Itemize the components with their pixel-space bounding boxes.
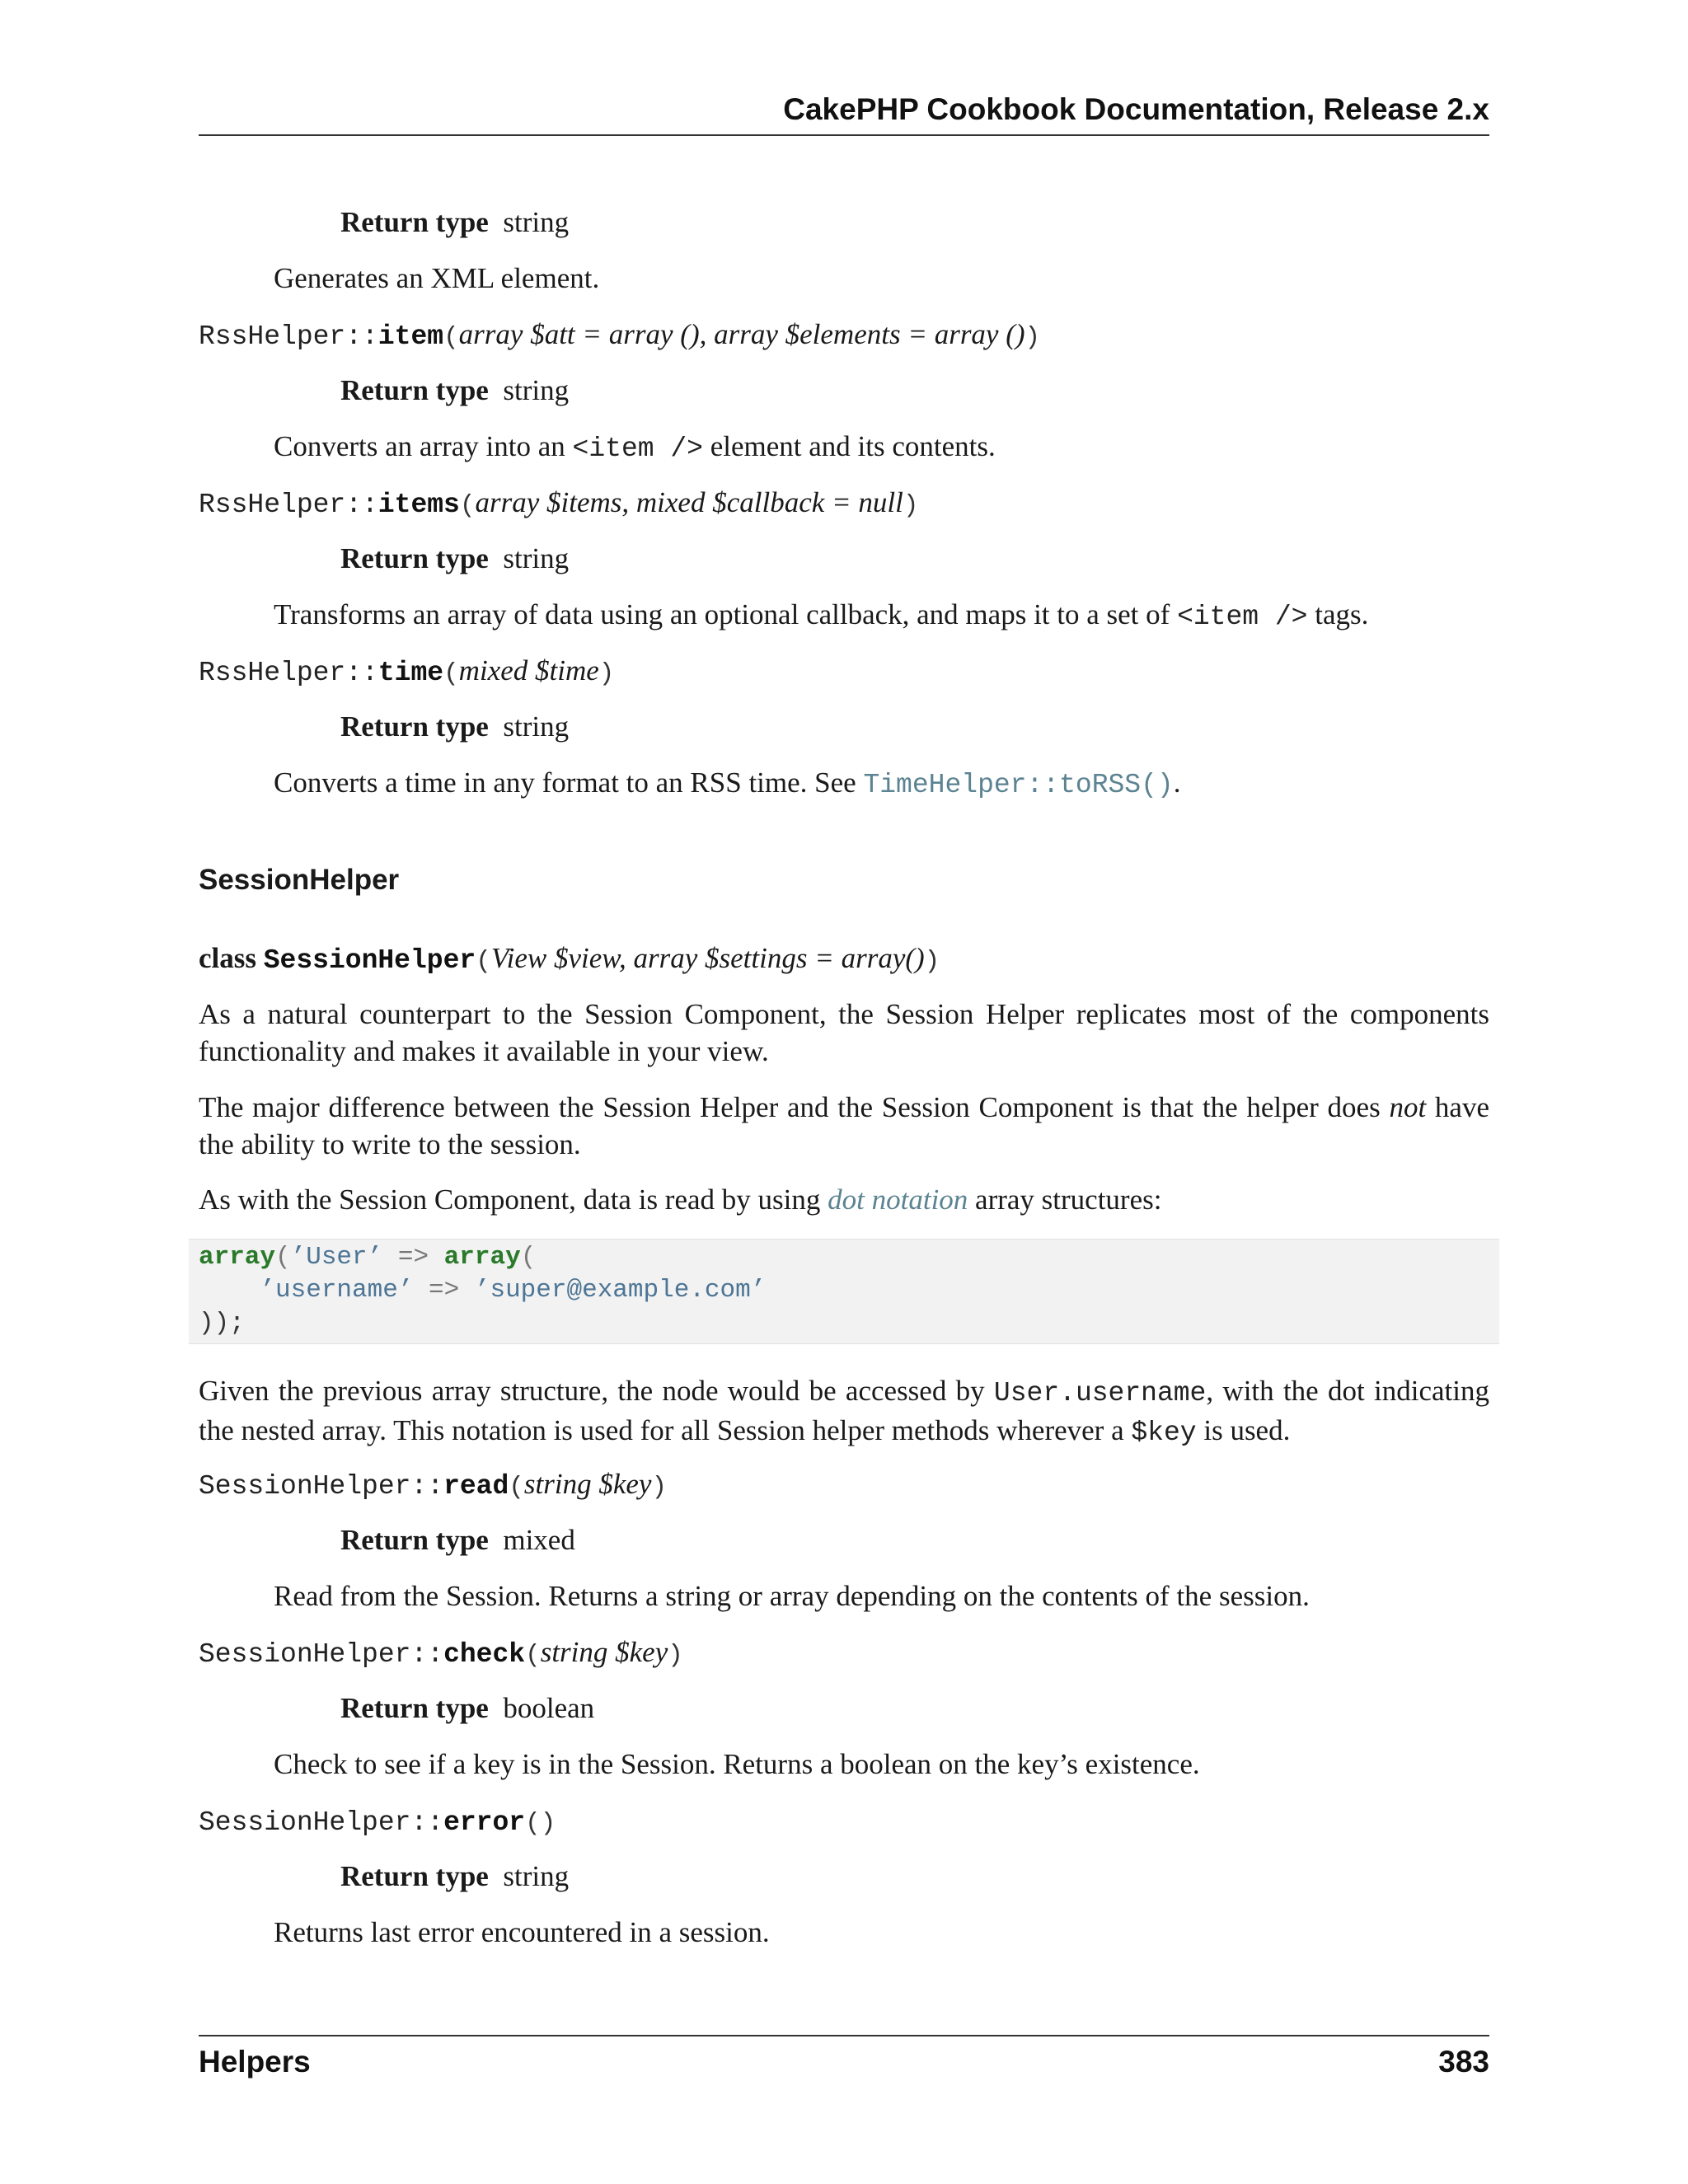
code-line: ));: [199, 1309, 245, 1338]
return-type-row: [340, 373, 569, 409]
method-signature-error: SessionHelper::error(): [199, 1807, 556, 1838]
method-signature-read: SessionHelper::read(string $key): [199, 1468, 668, 1502]
class-params: View $view, array $settings = array(): [490, 942, 925, 974]
method-description: Converts an array into an <item /> element and its contents.: [274, 430, 996, 464]
class-prefix: SessionHelper::: [199, 1471, 444, 1502]
section-heading: SessionHelper: [199, 864, 400, 896]
method-name: error: [443, 1807, 526, 1838]
method-signature-check: SessionHelper::check(string $key): [199, 1636, 683, 1670]
method-description: Read from the Session. Returns a string or array depending on the contents of the session.: [274, 1580, 1310, 1612]
return-type-value: mixed: [503, 1524, 575, 1556]
return-type-label: Return type: [340, 1860, 489, 1892]
header-rule: [199, 134, 1489, 136]
method-params: string $key: [523, 1468, 652, 1500]
code-block: [189, 1239, 1499, 1344]
method-description: Converts a time in any format to an RSS time. See TimeHelper::toRSS().: [274, 766, 1181, 800]
class-name: SessionHelper: [263, 945, 476, 976]
return-type-label: Return type: [340, 206, 489, 238]
return-type-row: [340, 204, 569, 241]
class-prefix: RssHelper::: [199, 490, 378, 520]
document-page: [199, 0, 1489, 2184]
return-type-row: [340, 1522, 575, 1558]
return-type-label: Return type: [340, 710, 489, 743]
inline-code: <item />: [1177, 602, 1308, 632]
paragraph-intro: As a natural counterpart to the Session Component, the Session Helper replicates most of the components functionality and makes it available in your view.: [199, 998, 1489, 1067]
return-type-value: string: [503, 542, 570, 574]
method-signature-items: RssHelper::items(array $items, mixed $callback = null): [199, 486, 919, 520]
class-prefix: RssHelper::: [199, 658, 378, 688]
class-signature: class SessionHelper(View $view, array $settings = array()): [199, 942, 940, 976]
paragraph-difference: The major difference between the Session Helper and the Session Component is that the helper does not have the ability to write to the session.: [199, 1091, 1489, 1160]
method-params: mixed $time: [458, 654, 599, 687]
method-name: time: [377, 658, 444, 688]
page-number: 383: [1438, 2045, 1489, 2079]
return-type-label: Return type: [340, 542, 489, 574]
return-type-value: string: [503, 374, 570, 406]
method-signature-time: RssHelper::time(mixed $time): [199, 654, 615, 688]
dot-notation-link[interactable]: dot notation: [828, 1183, 968, 1216]
running-header: CakePHP Cookbook Documentation, Release 2.x: [783, 92, 1489, 126]
return-type-row: [340, 541, 569, 577]
method-name: check: [443, 1639, 526, 1670]
class-prefix: SessionHelper::: [199, 1807, 444, 1838]
return-type-value: boolean: [503, 1692, 595, 1724]
method-description: Transforms an array of data using an optional callback, and maps it to a set of <item /> tags.: [274, 598, 1369, 632]
return-type-label: Return type: [340, 1692, 489, 1724]
return-type-row: [340, 1690, 594, 1727]
class-keyword: class: [199, 942, 256, 974]
method-description: Returns last error encountered in a session.: [274, 1916, 770, 1948]
code-line: ’username’ => ’super@example.com’: [260, 1276, 767, 1305]
inline-code: <item />: [572, 434, 703, 464]
method-params: array $items, mixed $callback = null: [475, 486, 903, 518]
footer-section-name: Helpers: [199, 2045, 311, 2079]
method-signature-item: RssHelper::item(array $att = array (), array $elements = array ()): [199, 318, 1041, 352]
method-description: Check to see if a key is in the Session. Returns a boolean on the key’s existence.: [274, 1748, 1200, 1780]
return-type-value: string: [503, 1860, 570, 1892]
inline-code: $key: [1131, 1418, 1197, 1448]
return-type-row: [340, 709, 569, 745]
class-prefix: SessionHelper::: [199, 1639, 444, 1670]
return-type-value: string: [503, 206, 570, 238]
return-type-label: Return type: [340, 1524, 489, 1556]
method-description: Generates an XML element.: [274, 262, 600, 294]
method-name: read: [443, 1471, 509, 1502]
return-type-row: [340, 1858, 569, 1895]
code-line: array(’User’ => array(: [199, 1243, 537, 1272]
method-params: array $att = array (), array $elements = array (): [458, 318, 1025, 350]
inline-code: User.username: [993, 1378, 1207, 1408]
method-params: string $key: [540, 1636, 668, 1668]
method-name: items: [377, 490, 460, 520]
paragraph-dot-notation: As with the Session Component, data is read by using dot notation array structures:: [199, 1183, 1162, 1216]
method-name: item: [377, 321, 444, 352]
time-helper-link[interactable]: TimeHelper::toRSS(): [863, 770, 1174, 800]
paragraph-node-access: Given the previous array structure, the node would be accessed by User.username, with the dot indicating the nested array. This notation is used for all Session helper methods wherever a $key is used.: [199, 1375, 1489, 1448]
class-prefix: RssHelper::: [199, 321, 378, 352]
return-type-value: string: [503, 710, 570, 743]
return-type-label: Return type: [340, 374, 489, 406]
footer-rule: [199, 2035, 1489, 2036]
